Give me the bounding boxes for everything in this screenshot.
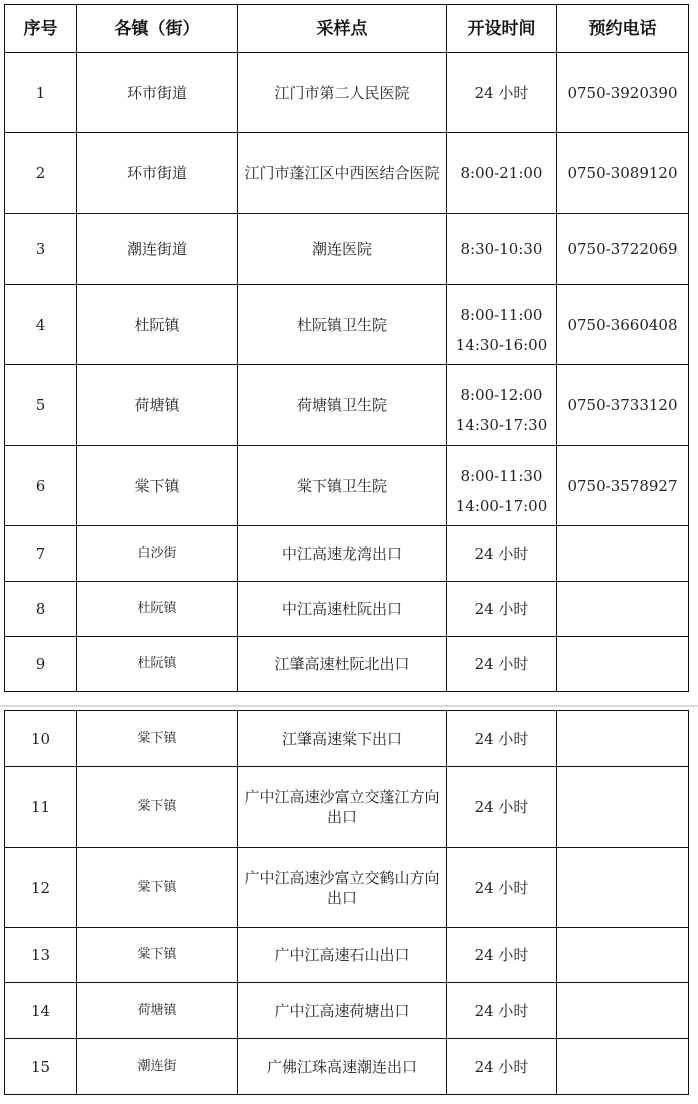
cell-town: 杜阮镇 xyxy=(77,285,238,365)
cell-phone: 0750-3578927 xyxy=(557,446,689,526)
cell-site: 中江高速杜阮出口 xyxy=(238,582,447,637)
cell-site: 江肇高速杜阮北出口 xyxy=(238,637,447,692)
table-row xyxy=(5,582,689,637)
cell-town: 荷塘镇 xyxy=(77,365,238,446)
table-row xyxy=(5,928,689,983)
cell-no: 11 xyxy=(5,767,77,848)
cell-no: 14 xyxy=(5,983,77,1039)
cell-site: 荷塘镇卫生院 xyxy=(238,365,447,446)
time-afternoon: 14:30-17:30 xyxy=(455,416,548,434)
table-row xyxy=(5,526,689,582)
table-row xyxy=(5,285,689,365)
cell-phone xyxy=(557,582,689,637)
cell-town: 环市街道 xyxy=(77,53,238,133)
page-separator xyxy=(0,705,698,707)
table-row xyxy=(5,133,689,214)
cell-phone: 0750-3660408 xyxy=(557,285,689,365)
cell-time: 24 小时 xyxy=(447,983,557,1039)
cell-no: 5 xyxy=(5,365,77,446)
cell-town: 环市街道 xyxy=(77,133,238,214)
cell-phone: 0750-3089120 xyxy=(557,133,689,214)
cell-site: 广中江高速荷塘出口 xyxy=(238,983,447,1039)
header-town: 各镇（街） xyxy=(77,5,238,53)
cell-phone xyxy=(557,983,689,1039)
cell-town: 棠下镇 xyxy=(77,767,238,848)
cell-phone: 0750-3920390 xyxy=(557,53,689,133)
table-row xyxy=(5,711,689,767)
cell-site: 广中江高速沙富立交鹤山方向出口 xyxy=(238,848,447,928)
cell-time: 8:30-10:30 xyxy=(447,214,557,285)
cell-no: 9 xyxy=(5,637,77,692)
cell-town: 棠下镇 xyxy=(77,446,238,526)
cell-town: 棠下镇 xyxy=(77,848,238,928)
cell-time: 24 小时 xyxy=(447,582,557,637)
cell-site: 棠下镇卫生院 xyxy=(238,446,447,526)
table-row xyxy=(5,767,689,848)
cell-phone xyxy=(557,928,689,983)
cell-no: 15 xyxy=(5,1039,77,1095)
cell-time: 24 小时 xyxy=(447,928,557,983)
cell-phone xyxy=(557,526,689,582)
cell-no: 13 xyxy=(5,928,77,983)
cell-time: 24 小时 xyxy=(447,637,557,692)
cell-phone xyxy=(557,767,689,848)
cell-phone xyxy=(557,637,689,692)
table-row xyxy=(5,53,689,133)
cell-site: 广中江高速沙富立交蓬江方向出口 xyxy=(238,767,447,848)
sampling-table-page1 xyxy=(4,4,689,692)
cell-no: 2 xyxy=(5,133,77,214)
cell-time: 24 小时 xyxy=(447,1039,557,1095)
cell-time xyxy=(447,285,557,365)
cell-no: 3 xyxy=(5,214,77,285)
table-row xyxy=(5,1039,689,1095)
cell-time: 8:00-21:00 xyxy=(447,133,557,214)
cell-town: 潮连街道 xyxy=(77,214,238,285)
cell-time: 24 小时 xyxy=(447,767,557,848)
cell-no: 4 xyxy=(5,285,77,365)
cell-town: 白沙街 xyxy=(77,526,238,582)
cell-no: 6 xyxy=(5,446,77,526)
cell-no: 10 xyxy=(5,711,77,767)
time-morning: 8:00-12:00 xyxy=(460,386,543,404)
cell-town: 杜阮镇 xyxy=(77,582,238,637)
cell-site: 中江高速龙湾出口 xyxy=(238,526,447,582)
cell-site: 杜阮镇卫生院 xyxy=(238,285,447,365)
cell-town: 荷塘镇 xyxy=(77,983,238,1039)
cell-site: 江门市蓬江区中西医结合医院 xyxy=(238,133,447,214)
cell-town: 潮连街 xyxy=(77,1039,238,1095)
cell-time: 24 小时 xyxy=(447,53,557,133)
header-site: 采样点 xyxy=(238,5,447,53)
cell-time: 24 小时 xyxy=(447,526,557,582)
cell-town: 棠下镇 xyxy=(77,928,238,983)
cell-phone xyxy=(557,1039,689,1095)
cell-no: 7 xyxy=(5,526,77,582)
cell-site: 江肇高速棠下出口 xyxy=(238,711,447,767)
cell-time: 24 小时 xyxy=(447,848,557,928)
cell-no: 8 xyxy=(5,582,77,637)
time-afternoon: 14:30-16:00 xyxy=(455,335,548,354)
table-row xyxy=(5,848,689,928)
sampling-table-page2 xyxy=(4,710,689,1095)
cell-town: 棠下镇 xyxy=(77,711,238,767)
table-row xyxy=(5,637,689,692)
cell-site: 广佛江珠高速潮连出口 xyxy=(238,1039,447,1095)
cell-time xyxy=(447,446,557,526)
header-no: 序号 xyxy=(5,5,77,53)
cell-town: 杜阮镇 xyxy=(77,637,238,692)
time-afternoon: 14:00-17:00 xyxy=(455,496,548,515)
cell-phone: 0750-3733120 xyxy=(557,365,689,446)
cell-site: 潮连医院 xyxy=(238,214,447,285)
header-row xyxy=(5,5,689,53)
cell-time xyxy=(447,365,557,446)
table-row xyxy=(5,983,689,1039)
table-row xyxy=(5,446,689,526)
cell-site: 广中江高速石山出口 xyxy=(238,928,447,983)
cell-time: 24 小时 xyxy=(447,711,557,767)
table-row xyxy=(5,365,689,446)
cell-phone xyxy=(557,711,689,767)
time-morning: 8:00-11:30 xyxy=(460,466,543,485)
cell-no: 12 xyxy=(5,848,77,928)
table-row xyxy=(5,214,689,285)
header-phone: 预约电话 xyxy=(557,5,689,53)
time-morning: 8:00-11:00 xyxy=(460,305,543,324)
cell-no: 1 xyxy=(5,53,77,133)
cell-phone: 0750-3722069 xyxy=(557,214,689,285)
cell-site: 江门市第二人民医院 xyxy=(238,53,447,133)
cell-phone xyxy=(557,848,689,928)
header-time: 开设时间 xyxy=(447,5,557,53)
